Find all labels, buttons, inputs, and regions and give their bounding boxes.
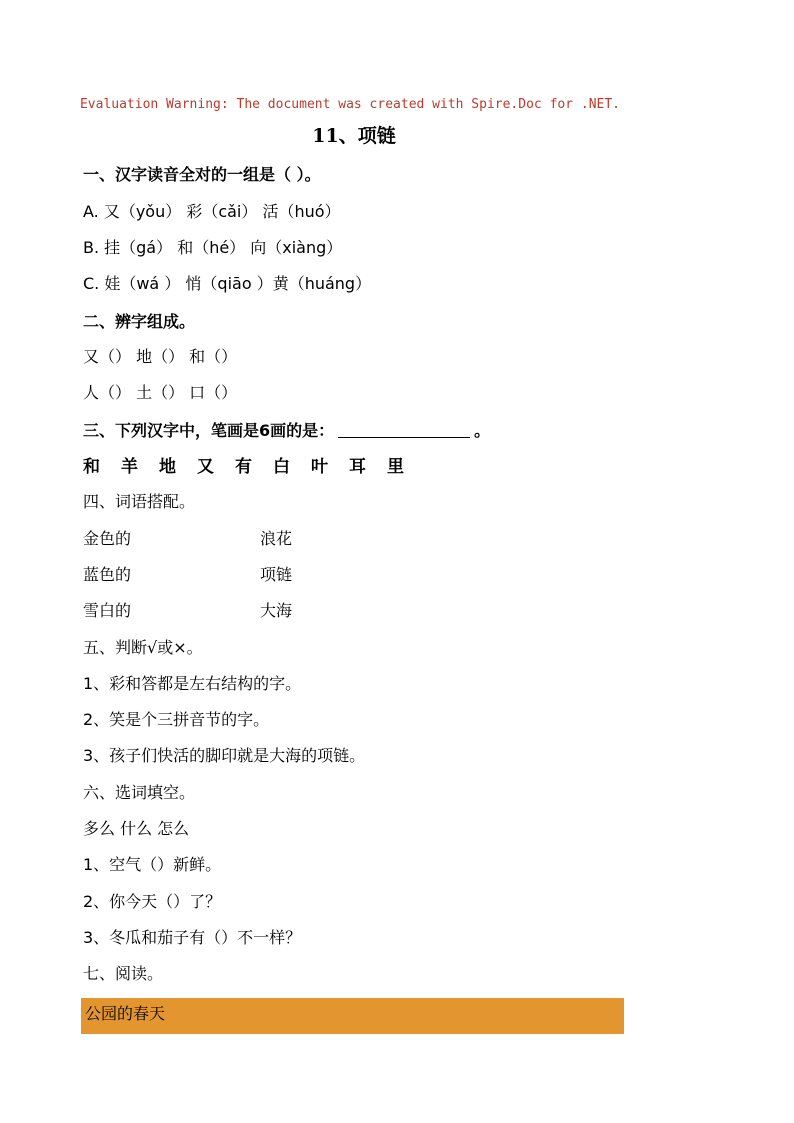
q3-char: 又	[197, 457, 214, 477]
q4-left-item: 雪白的	[83, 601, 132, 620]
q3-heading-end: 。	[474, 421, 491, 440]
q3-char-row	[83, 456, 425, 478]
q6-word-choices: 多么 什么 怎么	[83, 819, 190, 838]
q3-char: 耳	[349, 457, 366, 477]
q1-option-b: B. 挂（gá） 和（hé） 向（xiàng）	[83, 238, 343, 257]
q5-item: 1、彩和答都是左右结构的字。	[83, 674, 302, 693]
q3-heading-text: 三、下列汉字中，笔画是6画的是：	[83, 421, 335, 440]
q4-heading: 四、词语搭配。	[83, 492, 196, 511]
page-title: 11、项链	[312, 125, 396, 147]
q3-char: 叶	[311, 457, 328, 477]
q4-left-item: 金色的	[83, 529, 132, 548]
q4-right-item: 浪花	[260, 529, 293, 548]
q1-heading: 一、汉字读音全对的一组是（ ）。	[83, 165, 321, 184]
q6-item: 2、你今天（）了？	[83, 892, 222, 911]
q5-item: 3、孩子们快活的脚印就是大海的项链。	[83, 746, 366, 765]
q3-char: 有	[235, 457, 252, 477]
q2-row-1: 又（） 地（） 和（）	[83, 347, 238, 366]
q4-left-item: 蓝色的	[83, 565, 132, 584]
q3-heading	[83, 420, 490, 442]
q3-char: 和	[83, 457, 100, 477]
q4-right-item: 项链	[260, 565, 293, 584]
q1-option-c: C. 娃（wá ） 悄（qiāo ）黄（huáng）	[83, 274, 372, 293]
q1-option-a: A. 又（yǒu） 彩（cǎi） 活（huó）	[83, 202, 341, 221]
q7-heading: 七、阅读。	[83, 964, 164, 983]
q5-heading: 五、判断√或×。	[83, 638, 203, 657]
q3-char: 地	[159, 457, 176, 477]
q3-char: 羊	[121, 457, 138, 477]
answer-blank[interactable]	[338, 423, 470, 438]
q6-heading: 六、选词填空。	[83, 783, 196, 802]
q4-right-item: 大海	[260, 601, 293, 620]
q3-char: 里	[387, 457, 404, 477]
q2-row-2: 人（） 土（） 口（）	[83, 383, 238, 402]
q2-heading: 二、辨字组成。	[83, 312, 196, 331]
q6-item: 1、空气（）新鲜。	[83, 855, 222, 874]
reading-title-banner	[81, 998, 624, 1034]
q3-char: 白	[273, 457, 290, 477]
reading-title: 公园的春天	[85, 1004, 166, 1023]
q6-item: 3、冬瓜和茄子有（）不一样？	[83, 928, 302, 947]
evaluation-warning: Evaluation Warning: The document was created with Spire.Doc for .NET.	[79, 97, 621, 112]
q5-item: 2、笑是个三拼音节的字。	[83, 710, 270, 729]
